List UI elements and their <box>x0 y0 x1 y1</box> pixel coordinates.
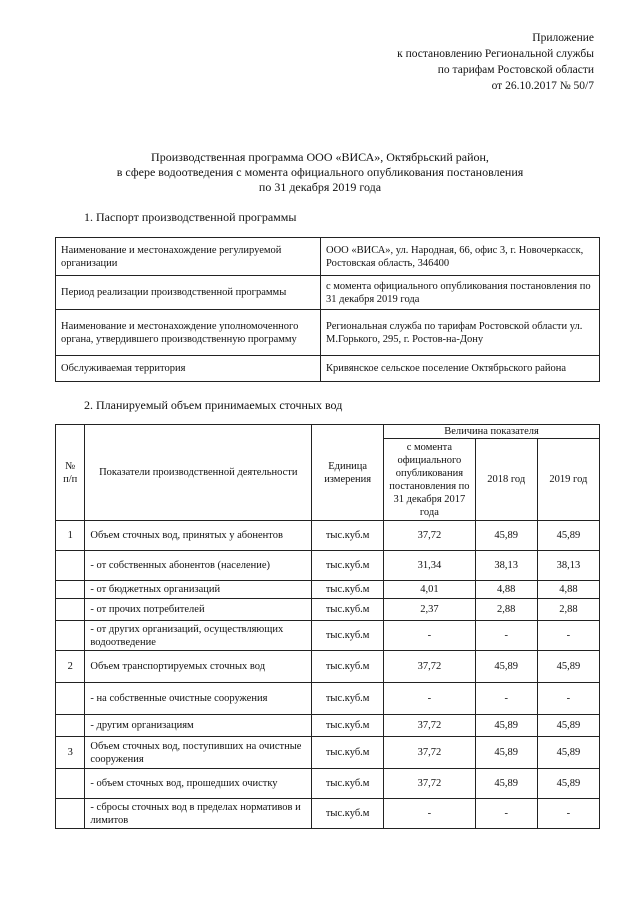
row-num <box>56 715 85 737</box>
document-title <box>0 150 640 195</box>
passport-value: с момента официального опубликования постановления по 31 декабря 2019 года <box>321 276 600 310</box>
row-v1: 2,37 <box>384 599 476 621</box>
passport-key: Наименование и местонахождение регулируемой организации <box>56 238 321 276</box>
row-v3: - <box>537 621 599 651</box>
table-row <box>56 521 600 551</box>
row-v3: 45,89 <box>537 521 599 551</box>
table-row <box>56 621 600 651</box>
row-unit: тыс.куб.м <box>312 599 384 621</box>
table-row <box>56 310 600 356</box>
row-unit: тыс.куб.м <box>312 521 384 551</box>
passport-value: Кривянское сельское поселение Октябрьского района <box>321 356 600 382</box>
row-v1: - <box>384 621 476 651</box>
row-name: - от бюджетных организаций <box>85 581 312 599</box>
row-unit: тыс.куб.м <box>312 715 384 737</box>
row-name: - от других организаций, осуществляющих водоотведение <box>85 621 312 651</box>
row-v3: 38,13 <box>537 551 599 581</box>
row-unit: тыс.куб.м <box>312 551 384 581</box>
row-v2: 45,89 <box>475 769 537 799</box>
row-v1: - <box>384 799 476 829</box>
row-v2: 45,89 <box>475 715 537 737</box>
passport-key: Период реализации производственной программы <box>56 276 321 310</box>
section-2-heading: 2. Планируемый объем принимаемых сточных вод <box>84 398 343 412</box>
appendix-line: от 26.10.2017 № 50/7 <box>491 80 594 92</box>
row-num: 3 <box>56 737 85 769</box>
row-v3: - <box>537 683 599 715</box>
table-row <box>56 356 600 382</box>
row-v2: - <box>475 621 537 651</box>
row-num <box>56 769 85 799</box>
row-v2: 4,88 <box>475 581 537 599</box>
table-row <box>56 551 600 581</box>
row-name: - на собственные очистные сооружения <box>85 683 312 715</box>
row-name: - от собственных абонентов (население) <box>85 551 312 581</box>
header-unit: Единица измерения <box>312 425 384 521</box>
row-v2: 45,89 <box>475 737 537 769</box>
row-v1: 37,72 <box>384 715 476 737</box>
row-v1: 37,72 <box>384 521 476 551</box>
title-line: в сфере водоотведения с момента официального опубликования постановления <box>116 165 524 179</box>
row-v1: - <box>384 683 476 715</box>
header-col1: с момента официального опубликования постановления по 31 декабря 2017 года <box>384 439 476 521</box>
table-row <box>56 769 600 799</box>
passport-value: Региональная служба по тарифам Ростовской области ул. М.Горького, 295, г. Ростов-на-Дону <box>321 310 600 356</box>
header-group: Величина показателя <box>384 425 600 439</box>
row-v1: 4,01 <box>384 581 476 599</box>
row-v2: 45,89 <box>475 521 537 551</box>
table-row <box>56 651 600 683</box>
row-name: - сбросы сточных вод в пределах нормативов и лимитов <box>85 799 312 829</box>
table-row <box>56 683 600 715</box>
row-v1: 37,72 <box>384 737 476 769</box>
title-line: по 31 декабря 2019 года <box>258 180 382 194</box>
row-name: - другим организациям <box>85 715 312 737</box>
volume-table <box>55 424 600 829</box>
row-v2: 45,89 <box>475 651 537 683</box>
row-unit: тыс.куб.м <box>312 799 384 829</box>
row-v1: 31,34 <box>384 551 476 581</box>
row-v3: 45,89 <box>537 769 599 799</box>
table-row <box>56 238 600 276</box>
row-v1: 37,72 <box>384 769 476 799</box>
appendix-line: к постановлению Региональной службы <box>397 48 594 60</box>
passport-key: Обслуживаемая территория <box>56 356 321 382</box>
row-v3: 45,89 <box>537 715 599 737</box>
header-num: № п/п <box>56 425 85 521</box>
row-num <box>56 683 85 715</box>
header-col3: 2019 год <box>537 439 599 521</box>
header-col2: 2018 год <box>475 439 537 521</box>
passport-value: ООО «ВИСА», ул. Народная, 66, офис 3, г. Новочеркасск, Ростовская область, 346400 <box>321 238 600 276</box>
row-name: Объем транспортируемых сточных вод <box>85 651 312 683</box>
title-line: Производственная программа ООО «ВИСА», Октябрьский район, <box>151 150 489 164</box>
row-v2: - <box>475 683 537 715</box>
table-header-row <box>56 425 600 439</box>
row-num: 2 <box>56 651 85 683</box>
appendix-line: Приложение <box>532 32 594 44</box>
appendix-line: по тарифам Ростовской области <box>437 64 594 76</box>
row-v2: 38,13 <box>475 551 537 581</box>
row-unit: тыс.куб.м <box>312 683 384 715</box>
table-row <box>56 581 600 599</box>
row-v3: 45,89 <box>537 651 599 683</box>
row-name: Объем сточных вод, принятых у абонентов <box>85 521 312 551</box>
row-v3: - <box>537 799 599 829</box>
row-unit: тыс.куб.м <box>312 621 384 651</box>
row-unit: тыс.куб.м <box>312 651 384 683</box>
row-unit: тыс.куб.м <box>312 769 384 799</box>
table-row <box>56 276 600 310</box>
row-num <box>56 621 85 651</box>
row-unit: тыс.куб.м <box>312 737 384 769</box>
row-name: Объем сточных вод, поступивших на очистные сооружения <box>85 737 312 769</box>
row-num: 1 <box>56 521 85 551</box>
table-row <box>56 715 600 737</box>
row-num <box>56 551 85 581</box>
row-v2: - <box>475 799 537 829</box>
appendix-block <box>397 30 594 94</box>
row-v3: 4,88 <box>537 581 599 599</box>
row-v2: 2,88 <box>475 599 537 621</box>
passport-key: Наименование и местонахождение уполномоченного органа, утвердившего производственную программу <box>56 310 321 356</box>
row-num <box>56 581 85 599</box>
row-name: - от прочих потребителей <box>85 599 312 621</box>
table-row <box>56 737 600 769</box>
passport-table <box>55 237 600 382</box>
table-row <box>56 599 600 621</box>
row-v3: 2,88 <box>537 599 599 621</box>
row-num <box>56 799 85 829</box>
row-v3: 45,89 <box>537 737 599 769</box>
row-num <box>56 599 85 621</box>
row-unit: тыс.куб.м <box>312 581 384 599</box>
table-row <box>56 799 600 829</box>
section-1-heading: 1. Паспорт производственной программы <box>84 210 297 224</box>
header-name: Показатели производственной деятельности <box>85 425 312 521</box>
row-v1: 37,72 <box>384 651 476 683</box>
row-name: - объем сточных вод, прошедших очистку <box>85 769 312 799</box>
